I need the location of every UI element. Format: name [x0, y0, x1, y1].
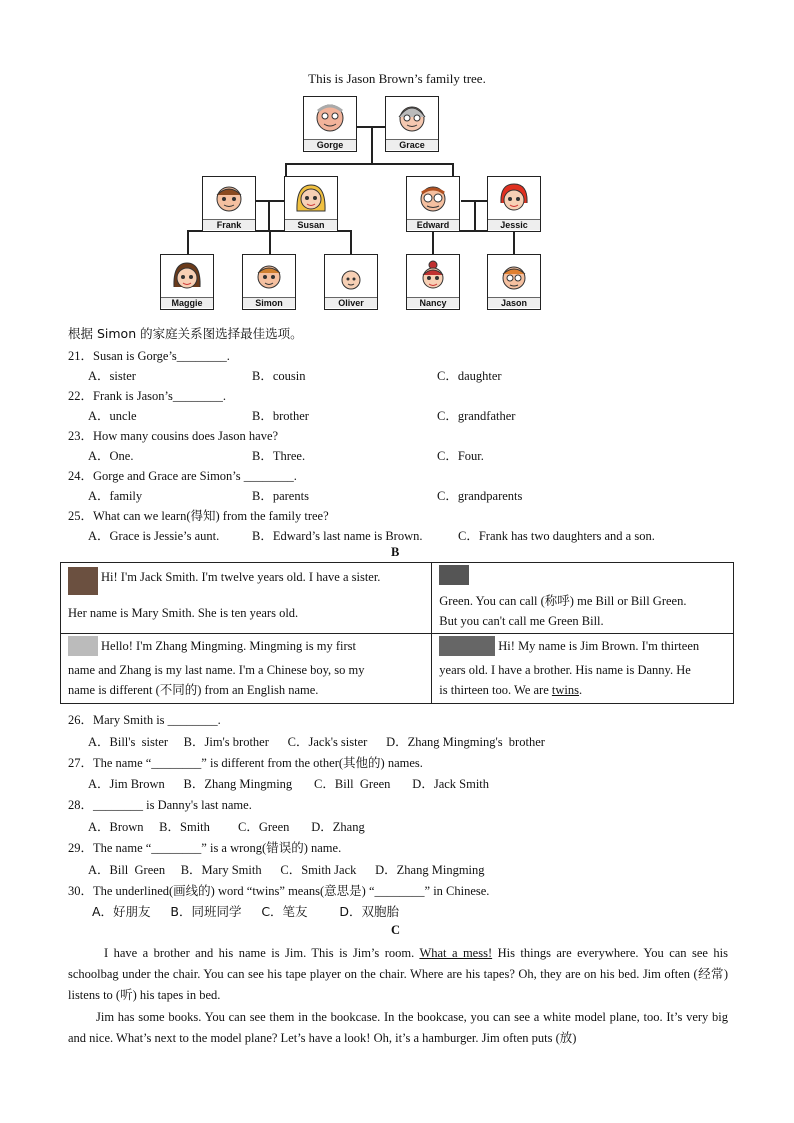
grandfather-face-icon: [313, 101, 347, 135]
option-c: C．grandfather: [437, 409, 516, 423]
passage-c-paragraph-1: I have a brother and his name is Jim. This is Jim’s room. What a mess! His things are everywhere. You can see his schoolbag under the chair. You can see his tape player on the chair. Where are his tapes? Oh, they are on his bed. Jim often (经常) listens to (听) his tapes in bed.: [68, 946, 728, 1002]
question-24: 24．Gorge and Grace are Simon’s ________.: [68, 469, 297, 483]
member-nancy: [406, 254, 460, 310]
grandmother-face-icon: [395, 101, 429, 135]
member-name: Jason: [488, 297, 540, 308]
member-grace: [385, 96, 439, 152]
family-tree-title: This is Jason Brown’s family tree.: [308, 71, 486, 86]
member-maggie: [160, 254, 214, 310]
option-b: B．Edward’s last name is Brown.: [252, 529, 423, 543]
option-c: C．daughter: [437, 369, 502, 383]
question-29: 29．The name “________” is a wrong(错误的) name.: [68, 841, 342, 855]
profile-zhang-mingming: Hello! I'm Zhang Mingming. Mingming is my first name and Zhang is my last name. I'm a Chinese boy, so my name is different (不同的) from an English name.: [61, 634, 432, 704]
boy-photo-icon: [439, 565, 469, 585]
member-simon: [242, 254, 296, 310]
member-frank: [202, 176, 256, 232]
member-jessic: [487, 176, 541, 232]
boy-face-icon: [497, 259, 531, 293]
section-b-table: [60, 562, 734, 704]
question-28: 28．________ is Danny's last name.: [68, 798, 252, 812]
member-oliver: [324, 254, 378, 310]
woman-red-hair-face-icon: [497, 181, 531, 215]
question-23: 23．How many cousins does Jason have?: [68, 429, 279, 443]
option-a: A．sister: [88, 369, 136, 383]
option-a: A．One.: [88, 449, 134, 463]
profile-jim: Hi! My name is Jim Brown. I'm thirteen years old. I have a brother. His name is Danny. He is thirteen too. We are twins.: [432, 634, 734, 704]
option-c: C．Four.: [437, 449, 484, 463]
member-name: Oliver: [325, 297, 377, 308]
girl-face-icon: [170, 259, 204, 293]
man-face-icon: [212, 181, 246, 215]
member-name: Frank: [203, 219, 255, 230]
option-c: C．grandparents: [437, 489, 523, 503]
member-name: Maggie: [161, 297, 213, 308]
woman-face-icon: [294, 181, 328, 215]
member-susan: [284, 176, 338, 232]
question-21: 21．Susan is Gorge’s________.: [68, 349, 230, 363]
options-27: A．Jim Brown B．Zhang Mingming C．Bill Green D．Jack Smith: [88, 777, 490, 791]
twins-photo-icon: [439, 636, 495, 656]
option-b: B．Three.: [252, 449, 306, 463]
member-gorge: [303, 96, 357, 152]
member-jason: [487, 254, 541, 310]
option-a: A．Grace is Jessie’s aunt.: [88, 529, 220, 543]
boy-photo-icon: [68, 636, 98, 656]
instruction: 根据 Simon 的家庭关系图选择最佳选项。: [68, 326, 303, 341]
section-c-heading: C: [391, 923, 401, 937]
option-a: A．uncle: [88, 409, 137, 423]
family-tree: [150, 93, 550, 315]
girl-bun-face-icon: [416, 259, 450, 293]
underlined-word-twins: twins: [551, 683, 579, 697]
member-name: Gorge: [304, 139, 356, 150]
question-30: 30．The underlined(画线的) word “twins” means(意思是) “________” in Chinese.: [68, 884, 490, 898]
question-26: 26．Mary Smith is ________.: [68, 713, 221, 727]
member-name: Grace: [386, 139, 438, 150]
option-b: B．cousin: [252, 369, 306, 383]
member-name: Simon: [243, 297, 295, 308]
boy-face-icon: [252, 259, 286, 293]
member-name: Edward: [407, 219, 459, 230]
member-name: Jessic: [488, 219, 540, 230]
options-29: A．Bill Green B．Mary Smith C．Smith Jack D．Zhang Mingming: [88, 863, 485, 877]
option-b: B．parents: [252, 489, 309, 503]
profile-jack: Hi! I'm Jack Smith. I'm twelve years old. I have a sister. Her name is Mary Smith. She is ten years old.: [61, 563, 432, 634]
baby-face-icon: [334, 259, 368, 293]
profile-bill: Green. You can call (称呼) me Bill or Bill Green. But you can't call me Green Bill.: [432, 563, 734, 634]
option-c: C．Frank has two daughters and a son.: [458, 529, 655, 543]
member-name: Susan: [285, 219, 337, 230]
passage-c-paragraph-2: Jim has some books. You can see them in the bookcase. In the bookcase, you can see a white model plane, too. It’s very big and nice. What’s next to the model plane? Let’s have a look! Oh, it’s a hamburger. Jim often puts (放): [68, 1010, 728, 1045]
options-30: A．好朋友 B．同班同学 C．笔友 D．双胞胎: [88, 904, 399, 919]
man-glasses-face-icon: [416, 181, 450, 215]
options-28: A．Brown B．Smith C．Green D．Zhang: [88, 820, 365, 834]
question-25: 25．What can we learn(得知) from the family tree?: [68, 509, 329, 523]
options-26: A．Bill's sister B．Jim's brother C．Jack's sister D．Zhang Mingming's brother: [88, 735, 545, 749]
member-name: Nancy: [407, 297, 459, 308]
option-b: B．brother: [252, 409, 309, 423]
question-22: 22．Frank is Jason’s________.: [68, 389, 226, 403]
member-edward: [406, 176, 460, 232]
option-a: A．family: [88, 489, 143, 503]
boy-photo-icon: [68, 567, 98, 595]
question-27: 27．The name “________” is different from the other(其他的) names.: [68, 756, 423, 770]
section-b-heading: B: [391, 545, 400, 559]
